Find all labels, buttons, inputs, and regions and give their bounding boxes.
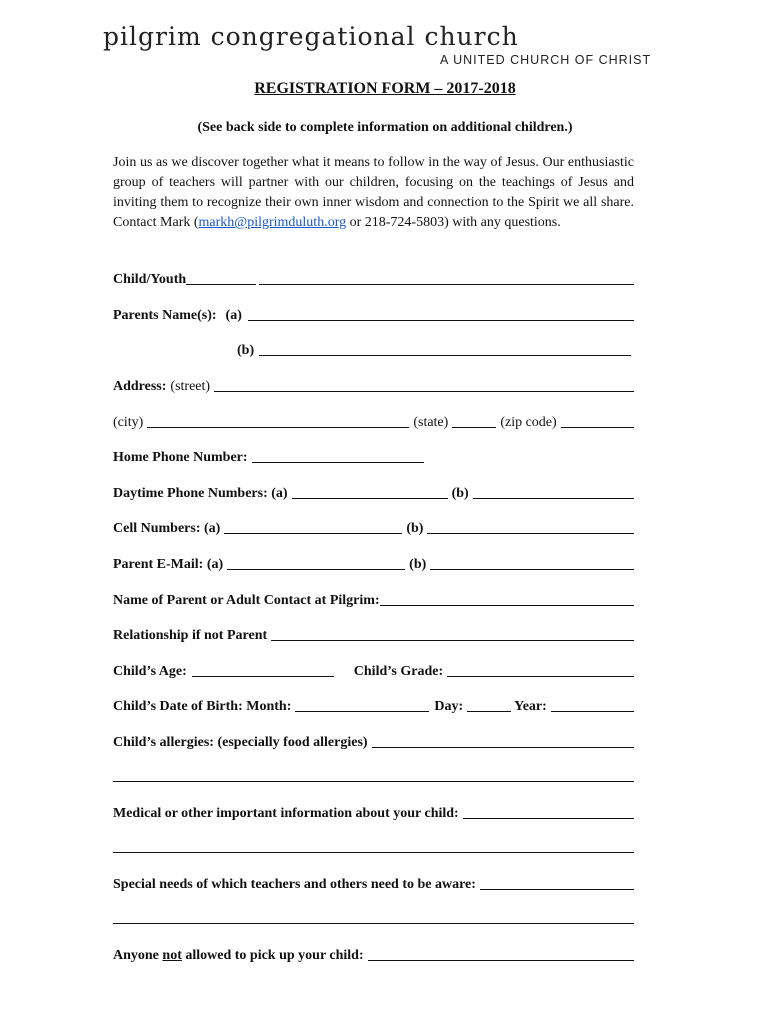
cell-b-label: (b) xyxy=(406,521,424,536)
parent-b-label: (b) xyxy=(237,343,255,358)
allergies-label: Child’s allergies: (especially food allergies) xyxy=(113,735,368,750)
state-label: (state) xyxy=(413,415,449,430)
medical-row xyxy=(113,802,634,822)
contact-row xyxy=(113,589,634,609)
cell-row xyxy=(113,517,634,537)
city-label: (city) xyxy=(113,415,144,430)
allergies-field-2[interactable] xyxy=(113,781,634,782)
email-a-field[interactable] xyxy=(227,569,405,570)
cell-label: Cell Numbers: (a) xyxy=(113,521,221,536)
dob-year-label: Year: xyxy=(514,699,547,714)
email-b-field[interactable] xyxy=(430,569,634,570)
relationship-row xyxy=(113,624,634,644)
email-row xyxy=(113,553,634,573)
child-youth-label: Child/Youth xyxy=(113,272,187,287)
contact-email-link[interactable]: markh@pilgrimduluth.org xyxy=(198,215,347,230)
dob-month-label: Child’s Date of Birth: Month: xyxy=(113,699,292,714)
city-row xyxy=(113,411,634,431)
daytime-phone-b-field[interactable] xyxy=(473,498,634,499)
city-field[interactable] xyxy=(147,427,409,428)
pickup-label: Anyone not allowed to pick up your child: xyxy=(113,948,364,963)
intro-paragraph: Join us as we discover together what it means to follow in the way of Jesus. Our enthusiastic group of teachers will partner with our children, focusing on the teachings of Jesus and inviting them to recognize their own inner wisdom and connection to the Spirit we all share. Contact Mark (markh@pilgrimduluth.org or 218-724-5803) with any questions. xyxy=(113,155,634,230)
parent-b-field[interactable] xyxy=(259,355,631,356)
home-phone-label: Home Phone Number: xyxy=(113,450,248,465)
home-phone-row xyxy=(113,446,634,466)
age-field[interactable] xyxy=(192,676,334,677)
daytime-phone-row xyxy=(113,482,634,502)
affiliation: A UNITED CHURCH OF CHRIST xyxy=(440,53,652,67)
special-needs-field-2[interactable] xyxy=(113,923,634,924)
email-label: Parent E-Mail: (a) xyxy=(113,557,224,572)
dob-month-field[interactable] xyxy=(295,711,429,712)
age-grade-row xyxy=(113,660,634,680)
age-label: Child’s Age: xyxy=(113,664,187,679)
dob-year-field[interactable] xyxy=(551,711,634,712)
parents-a-row xyxy=(113,304,634,324)
dob-row xyxy=(113,695,634,715)
parent-a-field[interactable] xyxy=(248,320,634,321)
child-youth-row xyxy=(113,268,634,288)
dob-day-field[interactable] xyxy=(467,711,511,712)
pickup-row xyxy=(113,944,634,964)
back-side-note: (See back side to complete information on additional children.) xyxy=(197,120,573,135)
church-name: pilgrim congregational church xyxy=(103,22,519,51)
daytime-phone-label: Daytime Phone Numbers: (a) xyxy=(113,486,288,501)
child-youth-field[interactable] xyxy=(186,284,256,285)
special-needs-label: Special needs of which teachers and others need to be aware: xyxy=(113,877,476,892)
medical-field[interactable] xyxy=(463,818,634,819)
zip-label: (zip code) xyxy=(500,415,557,430)
relationship-field[interactable] xyxy=(271,640,634,641)
allergies-row xyxy=(113,731,634,751)
contact-label: Name of Parent or Adult Contact at Pilgrim: xyxy=(113,593,380,608)
home-phone-field[interactable] xyxy=(252,462,424,463)
street-label: (street) xyxy=(170,379,211,394)
grade-label: Child’s Grade: xyxy=(353,664,444,679)
special-needs-row xyxy=(113,873,634,893)
street-field[interactable] xyxy=(214,391,634,392)
daytime-phone-b-label: (b) xyxy=(451,486,469,501)
dob-day-label: Day: xyxy=(434,699,464,714)
pickup-field[interactable] xyxy=(368,960,634,961)
relationship-label: Relationship if not Parent xyxy=(113,628,268,643)
email-b-label: (b) xyxy=(409,557,427,572)
parents-name-label: Parents Name(s): xyxy=(113,308,217,323)
parent-a-label: (a) xyxy=(225,308,242,323)
daytime-phone-a-field[interactable] xyxy=(292,498,448,499)
special-needs-field[interactable] xyxy=(480,889,634,890)
address-row xyxy=(113,375,634,395)
contact-field[interactable] xyxy=(380,605,634,606)
address-label: Address: xyxy=(113,379,167,394)
zip-field[interactable] xyxy=(561,427,634,428)
cell-a-field[interactable] xyxy=(224,533,402,534)
child-youth-field-2[interactable] xyxy=(259,284,634,285)
parents-b-row xyxy=(237,339,631,359)
grade-field[interactable] xyxy=(447,676,634,677)
allergies-field[interactable] xyxy=(372,747,634,748)
form-title: REGISTRATION FORM – 2017-2018 xyxy=(254,80,516,97)
cell-b-field[interactable] xyxy=(427,533,634,534)
state-field[interactable] xyxy=(452,427,496,428)
medical-field-2[interactable] xyxy=(113,852,634,853)
medical-label: Medical or other important information about your child: xyxy=(113,806,459,821)
